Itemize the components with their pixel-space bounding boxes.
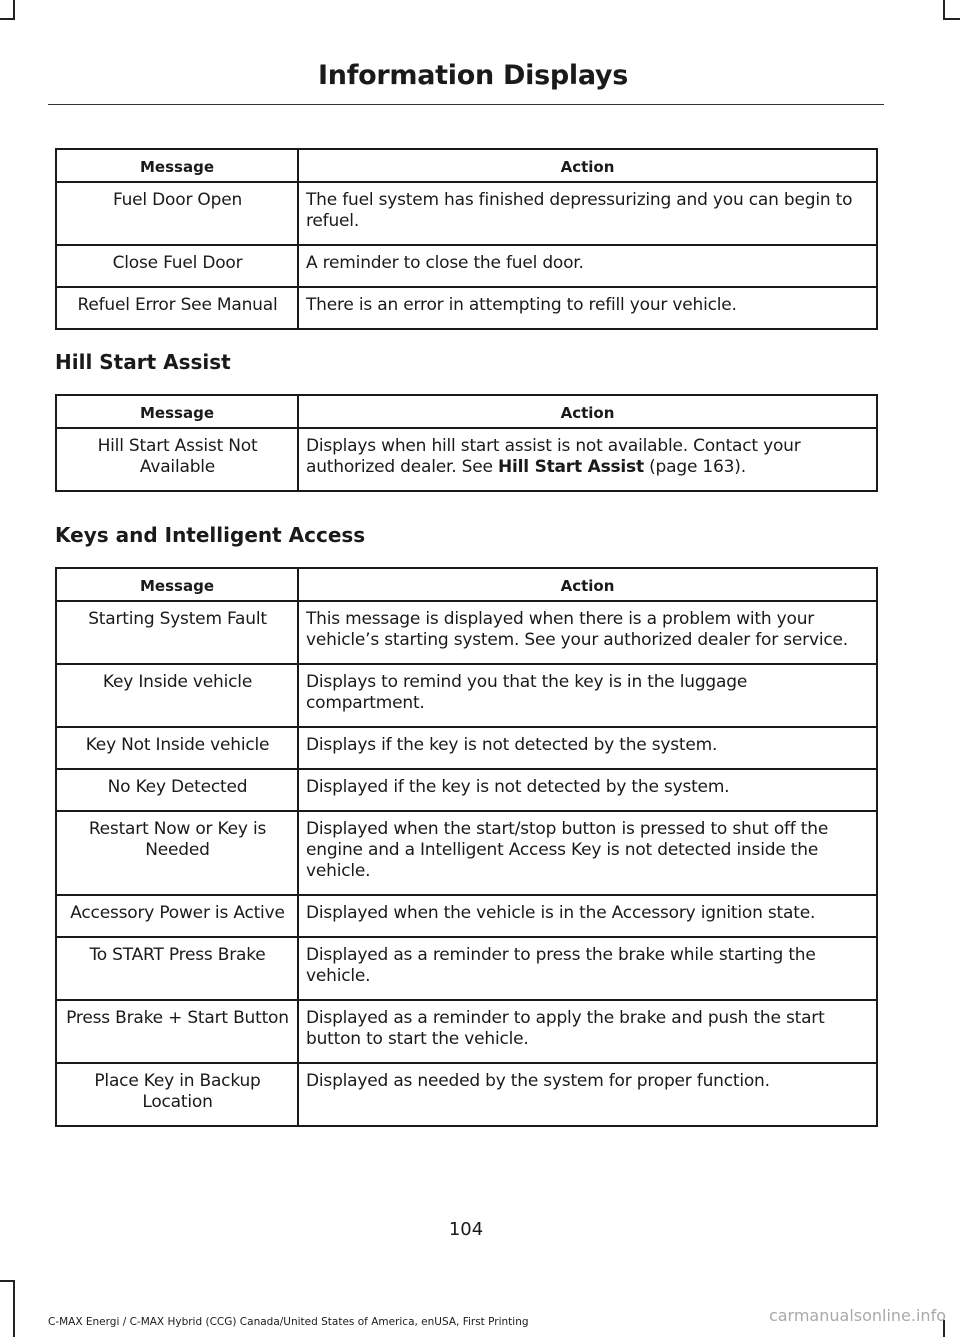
- footer-text: C-MAX Energi / C-MAX Hybrid (CCG) Canada/United States of America, enUSA, First Printing: [48, 1316, 529, 1328]
- section-heading-keys-intelligent-access: Keys and Intelligent Access: [55, 523, 366, 547]
- crop-mark: [0, 1280, 15, 1282]
- crop-mark: [13, 0, 15, 18]
- table-header-row: [56, 395, 877, 428]
- keys-intelligent-access-table: [55, 567, 878, 1127]
- table-header-row: [56, 149, 877, 182]
- cross-reference-link[interactable]: Hill Start Assist: [497, 457, 644, 477]
- table-row: [56, 727, 877, 769]
- crop-mark: [943, 0, 945, 18]
- action-cell: [298, 428, 877, 491]
- column-header-action: Action: [298, 395, 877, 428]
- column-header-message: Message: [56, 395, 298, 428]
- column-header-message: Message: [56, 568, 298, 601]
- message-cell: Starting System Fault: [56, 601, 298, 664]
- action-cell: Displays to remind you that the key is in the luggage compartment.: [298, 664, 877, 727]
- column-header-action: Action: [298, 149, 877, 182]
- section-heading-hill-start-assist: Hill Start Assist: [55, 350, 231, 374]
- table-row: [56, 811, 877, 895]
- table-row: [56, 287, 877, 329]
- message-cell: No Key Detected: [56, 769, 298, 811]
- page-title: Information Displays: [318, 60, 628, 91]
- message-cell: Fuel Door Open: [56, 182, 298, 245]
- action-cell: The fuel system has finished depressurizing and you can begin to refuel.: [298, 182, 877, 245]
- action-cell: There is an error in attempting to refill your vehicle.: [298, 287, 877, 329]
- watermark: carmanualsonline.info: [768, 1306, 946, 1325]
- page-number: 104: [448, 1219, 484, 1240]
- message-cell: Restart Now or Key is Needed: [56, 811, 298, 895]
- table-row: [56, 428, 877, 491]
- action-cell: Displayed when the start/stop button is pressed to shut off the engine and a Intelligent Access Key is not detected inside the vehicle.: [298, 811, 877, 895]
- message-cell: Press Brake + Start Button: [56, 1000, 298, 1063]
- title-divider: [48, 104, 884, 105]
- table-header-row: [56, 568, 877, 601]
- action-cell: Displayed as a reminder to apply the brake and push the start button to start the vehicle.: [298, 1000, 877, 1063]
- action-cell: Displayed as needed by the system for proper function.: [298, 1063, 877, 1126]
- message-cell: Refuel Error See Manual: [56, 287, 298, 329]
- message-cell: Key Inside vehicle: [56, 664, 298, 727]
- crop-mark: [0, 18, 15, 20]
- page-reference: (page 163).: [649, 457, 746, 477]
- hill-start-assist-table: [55, 394, 878, 492]
- crop-mark: [13, 1280, 15, 1337]
- message-cell: Close Fuel Door: [56, 245, 298, 287]
- message-cell: To START Press Brake: [56, 937, 298, 1000]
- table-row: [56, 1000, 877, 1063]
- column-header-message: Message: [56, 149, 298, 182]
- action-cell: Displayed as a reminder to press the brake while starting the vehicle.: [298, 937, 877, 1000]
- table-row: [56, 895, 877, 937]
- action-cell: This message is displayed when there is a problem with your vehicle’s starting system. See your authorized dealer for service.: [298, 601, 877, 664]
- action-cell: A reminder to close the fuel door.: [298, 245, 877, 287]
- table-row: [56, 664, 877, 727]
- crop-mark: [943, 18, 960, 20]
- action-text: Displays when hill start assist is not available. Contact your authorized dealer. See: [306, 436, 801, 477]
- table-row: [56, 769, 877, 811]
- action-cell: Displayed when the vehicle is in the Accessory ignition state.: [298, 895, 877, 937]
- message-cell: Hill Start Assist Not Available: [56, 428, 298, 491]
- action-cell: Displays if the key is not detected by the system.: [298, 727, 877, 769]
- message-cell: Accessory Power is Active: [56, 895, 298, 937]
- action-cell: Displayed if the key is not detected by the system.: [298, 769, 877, 811]
- table-row: [56, 245, 877, 287]
- table-row: [56, 937, 877, 1000]
- column-header-action: Action: [298, 568, 877, 601]
- table-row: [56, 601, 877, 664]
- fuel-messages-table: [55, 148, 878, 330]
- table-row: [56, 182, 877, 245]
- message-cell: Key Not Inside vehicle: [56, 727, 298, 769]
- message-cell: Place Key in Backup Location: [56, 1063, 298, 1126]
- table-row: [56, 1063, 877, 1126]
